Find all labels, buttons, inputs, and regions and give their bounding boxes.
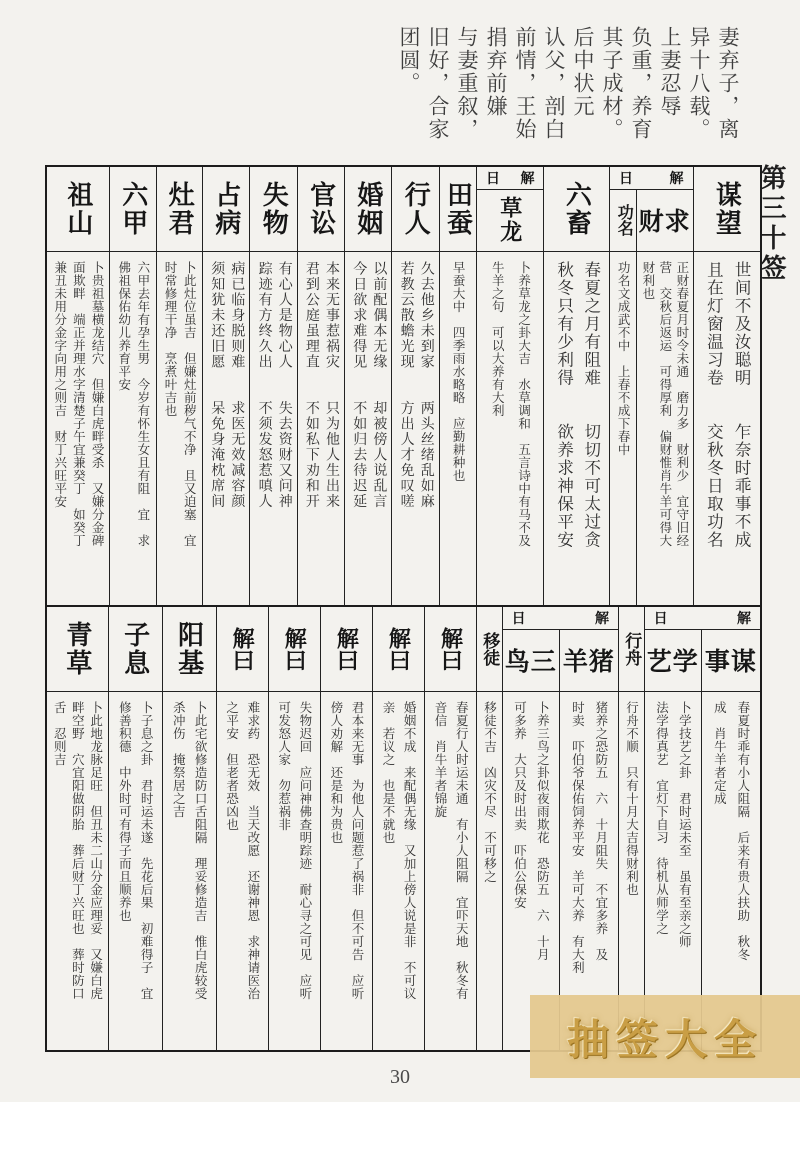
- category-group-caolong: [476, 167, 543, 605]
- text-column: 春夏行人时运未通 有小人阻隔 宜吓天地 秋冬有: [454, 701, 469, 1000]
- text-column: 本来无事惹祸灾 只为他人生出来: [324, 261, 340, 509]
- category-body: [298, 252, 344, 605]
- category-body: [477, 252, 543, 606]
- category-header: 鸟三: [503, 630, 559, 692]
- category-tiancan: [439, 167, 476, 605]
- category-guansong: [297, 167, 344, 605]
- story-column: 负重，养育: [629, 26, 653, 141]
- table-bottom-row: [47, 605, 760, 1050]
- text-column: 失物迟回 应问神佛查明踪迹 耐心寻之可见 应听: [297, 701, 312, 1000]
- category-header: 解曰: [269, 607, 320, 692]
- category-header: 财求: [637, 190, 693, 252]
- text-column: 财利也: [640, 260, 655, 300]
- category-header: 占病: [203, 167, 249, 252]
- lot-number-label: 第三十签: [757, 164, 787, 284]
- category-header: 解曰: [321, 607, 372, 692]
- category-body: [203, 252, 249, 605]
- text-column: 猪养之恐防五 六 十月阻失 不宜多养 及: [593, 700, 608, 961]
- text-column: 面欺畔 端正并理水字清楚子午宜兼癸丁 如癸丁: [71, 261, 86, 547]
- category-body: [544, 252, 608, 605]
- story-column: 上妻忍辱: [658, 26, 682, 118]
- category-header: 失物: [250, 167, 296, 252]
- category-header: 官讼: [298, 167, 344, 252]
- category-body: [157, 252, 202, 605]
- category-header: 艺学: [645, 630, 701, 692]
- text-column: 可多养 大只及时出卖 吓伯公保安: [512, 700, 527, 909]
- category-body: [425, 692, 476, 1050]
- category-qiucai: [636, 190, 693, 605]
- jie-strip: [503, 607, 618, 630]
- jie-strip: [610, 167, 693, 190]
- category-group-zhuyang-sanniao: [502, 607, 618, 1050]
- jie-strip-right: 解: [669, 170, 684, 186]
- text-column: 久去他乡未到家 两头丝绪乱如麻: [418, 261, 434, 509]
- category-body: [47, 692, 108, 1050]
- category-body: [373, 692, 424, 1050]
- category-yangji: [162, 607, 216, 1050]
- text-column: 兼丑未用分金字向用之则吉 财丁兴旺平安: [52, 261, 67, 508]
- text-column: 牛羊之句 可以大养有大利: [490, 260, 505, 417]
- story-column: 旧好，合家: [426, 26, 450, 141]
- category-group-qiucai-gongming: [609, 167, 693, 605]
- category-body: [477, 692, 502, 1050]
- text-column: 踪迹有方终久出 不须发怒惹嗔人: [256, 261, 272, 509]
- text-column: 卜此地龙脉足旺 但丑未二山分金应理妥 又嫌白虎: [88, 701, 103, 1000]
- category-xingzhou: [618, 607, 644, 1050]
- category-header: 六甲: [110, 167, 155, 252]
- category-zhuyang: [559, 630, 618, 1050]
- text-column: 行舟不顺 只有十月大吉得财利也: [624, 701, 639, 896]
- text-column: 世间不及汝聪明 乍奈时乖事不成: [732, 261, 752, 549]
- text-column: 且在灯窗温习卷 交秋冬日取功名: [704, 261, 724, 549]
- text-column: 卜此宅欲修造防口舌阻隔 理妥修造吉 惟白虎较受: [193, 701, 208, 1000]
- category-shiwu: [249, 167, 296, 605]
- jie-strip: [477, 167, 543, 190]
- category-caolong: [477, 190, 543, 605]
- category-body: [694, 252, 760, 605]
- text-column: 难求药 恐无效 当天改愿 还谢神恩 求神请医治: [245, 701, 260, 1000]
- text-column: 傍人劝解 还是和为贵也: [328, 701, 343, 844]
- category-zaojun: [156, 167, 202, 605]
- group-body: [477, 190, 543, 605]
- text-column: 法学得真艺 宜灯下自习 待机从师学之: [654, 700, 669, 935]
- category-jie-hunyin: [372, 607, 424, 1050]
- jie-strip-left: 日: [511, 610, 526, 626]
- text-column: 卜此灶位虽吉 但嫌灶前秽气不净 且又迫塞 宜: [182, 261, 197, 547]
- category-jie-zhanbing: [216, 607, 268, 1050]
- text-column: 春夏之月有阻难 切切不可太过贪: [581, 261, 601, 549]
- text-column: 君本来无事 为他人问题惹了祸非 但不可告 应听: [350, 701, 364, 1000]
- category-yixi: [476, 607, 502, 1050]
- category-body: [637, 252, 693, 606]
- category-header: 子息: [109, 607, 162, 692]
- category-header: 田蚕: [440, 167, 476, 252]
- category-header: 解曰: [373, 607, 424, 692]
- text-column: 畔空野 穴宜阳做阴胎 葬后财丁兴旺也 葬时防口: [70, 701, 85, 1000]
- category-header: 移徒: [477, 607, 502, 692]
- text-column: 舌 忍则吉: [52, 701, 67, 766]
- story-column: 团圆。: [397, 26, 421, 95]
- text-column: 春夏时乖有小人阻隔 后来有贵人扶助 秋冬: [735, 700, 750, 961]
- category-xueyi: [645, 630, 701, 1050]
- category-body: [392, 252, 438, 605]
- category-header: 谋望: [694, 167, 760, 252]
- category-jie-shiwu: [268, 607, 320, 1050]
- category-body: [321, 692, 372, 1050]
- category-sanniao: [503, 630, 559, 1050]
- category-xingren: [391, 167, 438, 605]
- text-column: 若教云散蟾光现 方出人才免叹嗟: [398, 261, 414, 509]
- text-column: 卜养三鸟之卦似夜雨欺花 恐防五 六 十月: [535, 700, 550, 961]
- category-zixi: [108, 607, 162, 1050]
- category-body: [610, 252, 636, 606]
- category-body: [47, 252, 109, 605]
- jie-strip-right: 解: [737, 610, 751, 626]
- category-jie-xingren: [424, 607, 476, 1050]
- text-column: 成 肖牛羊者定成: [712, 700, 727, 805]
- story-column: 认父，剖白: [542, 26, 566, 141]
- story-column: 前情，王始: [513, 26, 537, 141]
- text-column: 时卖 吓伯爷保佑饲养平安 羊可大养 有大利: [570, 700, 585, 974]
- category-header: 阳基: [163, 607, 216, 692]
- group-body: [610, 190, 693, 605]
- group-body: [645, 630, 760, 1050]
- story-column: 捐弃前嫌: [484, 26, 508, 118]
- text-column: 时常修理干净 烹煮叶吉也: [163, 261, 178, 417]
- category-header: 解曰: [425, 607, 476, 692]
- text-column: 君到公庭虽理直 不如私下劝和开: [303, 261, 319, 509]
- text-column: 佛祖保佑幼儿养育平安: [116, 261, 131, 391]
- category-header: 灶君: [157, 167, 202, 252]
- category-body: [250, 252, 296, 605]
- category-header: 婚姻: [345, 167, 391, 252]
- category-body: [217, 692, 268, 1050]
- category-header: 解曰: [217, 607, 268, 692]
- text-column: 正财春夏月时令未通 磨力多 财利少 宜守旧经: [674, 260, 689, 547]
- jie-strip-left: 日: [618, 170, 633, 186]
- text-column: 有心人是物心人 失去资财又问神: [276, 261, 292, 509]
- text-column: 可发怒人家 勿惹祸非: [276, 701, 291, 831]
- story-column: 妻弃子，离: [716, 26, 740, 141]
- fortune-table: [45, 165, 762, 1052]
- text-column: 营 交秋后返运 可得厚利 偏财惟肖牛羊可得大: [657, 260, 672, 547]
- category-body: [163, 692, 216, 1050]
- text-column: 之平安 但老者恐凶也: [224, 701, 239, 831]
- category-body: [109, 692, 162, 1050]
- category-header: 行人: [392, 167, 438, 252]
- category-header: 草龙: [477, 190, 543, 252]
- category-zhanbing: [202, 167, 249, 605]
- category-header: 青草: [47, 607, 108, 692]
- text-column: 须知犹未还旧愿 呆免身淹枕席间: [209, 261, 225, 509]
- category-header: 事谋: [702, 630, 760, 692]
- page-number: 30: [390, 1066, 410, 1088]
- text-column: 卜贵祖墓横龙结穴 但嫌白虎畔受杀 又嫌分金碑: [90, 261, 105, 547]
- jie-strip: [645, 607, 760, 630]
- category-gongming: [610, 190, 636, 605]
- text-column: 今日欲求难得见 不如归去待迟延: [351, 261, 367, 509]
- text-column: 病已临身脱则难 求医无效减容颜: [229, 261, 245, 509]
- jie-strip-left: 日: [653, 610, 668, 626]
- jie-strip-right: 解: [594, 610, 609, 626]
- text-column: 以前配偶本无缘 却被傍人说乱言: [371, 261, 387, 509]
- category-body: [269, 692, 320, 1050]
- text-column: 秋冬只有少利得 欲养求神保平安: [554, 261, 574, 549]
- jie-strip-left: 日: [486, 170, 501, 186]
- text-column: 卜学技艺之卦 君时运未至 虽有至亲之师: [677, 700, 692, 948]
- category-body: [345, 252, 391, 605]
- category-jie-guansong: [320, 607, 372, 1050]
- text-column: 音信 肖牛羊者锦旋: [433, 701, 448, 818]
- category-group-moushi-xueyi: [644, 607, 760, 1050]
- category-liujia: [109, 167, 155, 605]
- category-header: 祖山: [47, 167, 109, 252]
- category-mouwang: [693, 167, 760, 605]
- category-header: 羊猪: [560, 630, 618, 692]
- text-column: 功名文成武不中 上春不成下春中: [616, 260, 631, 456]
- text-column: 杀冲伤 掩祭居之吉: [171, 701, 186, 818]
- text-column: 亲 若议之 也是不就也: [380, 701, 395, 844]
- jie-strip-right: 解: [520, 170, 535, 186]
- story-column: 其子成材。: [600, 26, 624, 141]
- group-body: [503, 630, 618, 1050]
- text-column: 移徒不吉 凶灾不尽 不可移之: [482, 701, 497, 883]
- story-column: 后中状元: [571, 26, 595, 118]
- watermark-text: 抽签大全: [566, 1015, 763, 1063]
- category-liuchu: [543, 167, 608, 605]
- text-column: 卜养草龙之卦大吉 水草调和 五言诗中有马不及: [516, 260, 531, 547]
- text-column: 六甲去年有孕生男 今岁有怀生女且有阻 宜 求: [135, 261, 150, 547]
- table-top-row: [47, 167, 760, 605]
- category-qingcao: [47, 607, 108, 1050]
- text-column: 修善积德 中外时可有得子而且顺养也: [117, 701, 132, 922]
- text-column: 卜子息之卦 君时运未遂 先花后果 初难得子 宜: [139, 701, 154, 1000]
- category-zushan: [47, 167, 109, 605]
- category-body: [440, 252, 476, 605]
- category-body: [110, 252, 155, 605]
- category-header: 六畜: [544, 167, 608, 252]
- story-column: 异十八载。: [687, 26, 711, 141]
- category-hunyin: [344, 167, 391, 605]
- story-text: [394, 26, 742, 178]
- category-header: 功名: [610, 190, 636, 252]
- text-column: 婚姻不成 来配偶无缘 又加上傍人说是非 不可议: [402, 701, 417, 1000]
- category-header: 行舟: [619, 607, 644, 692]
- text-column: 早蚕大中 四季雨水略略 应勤耕种也: [451, 261, 466, 482]
- category-moushi: [701, 630, 760, 1050]
- story-column: 与妻重叙，: [455, 26, 479, 141]
